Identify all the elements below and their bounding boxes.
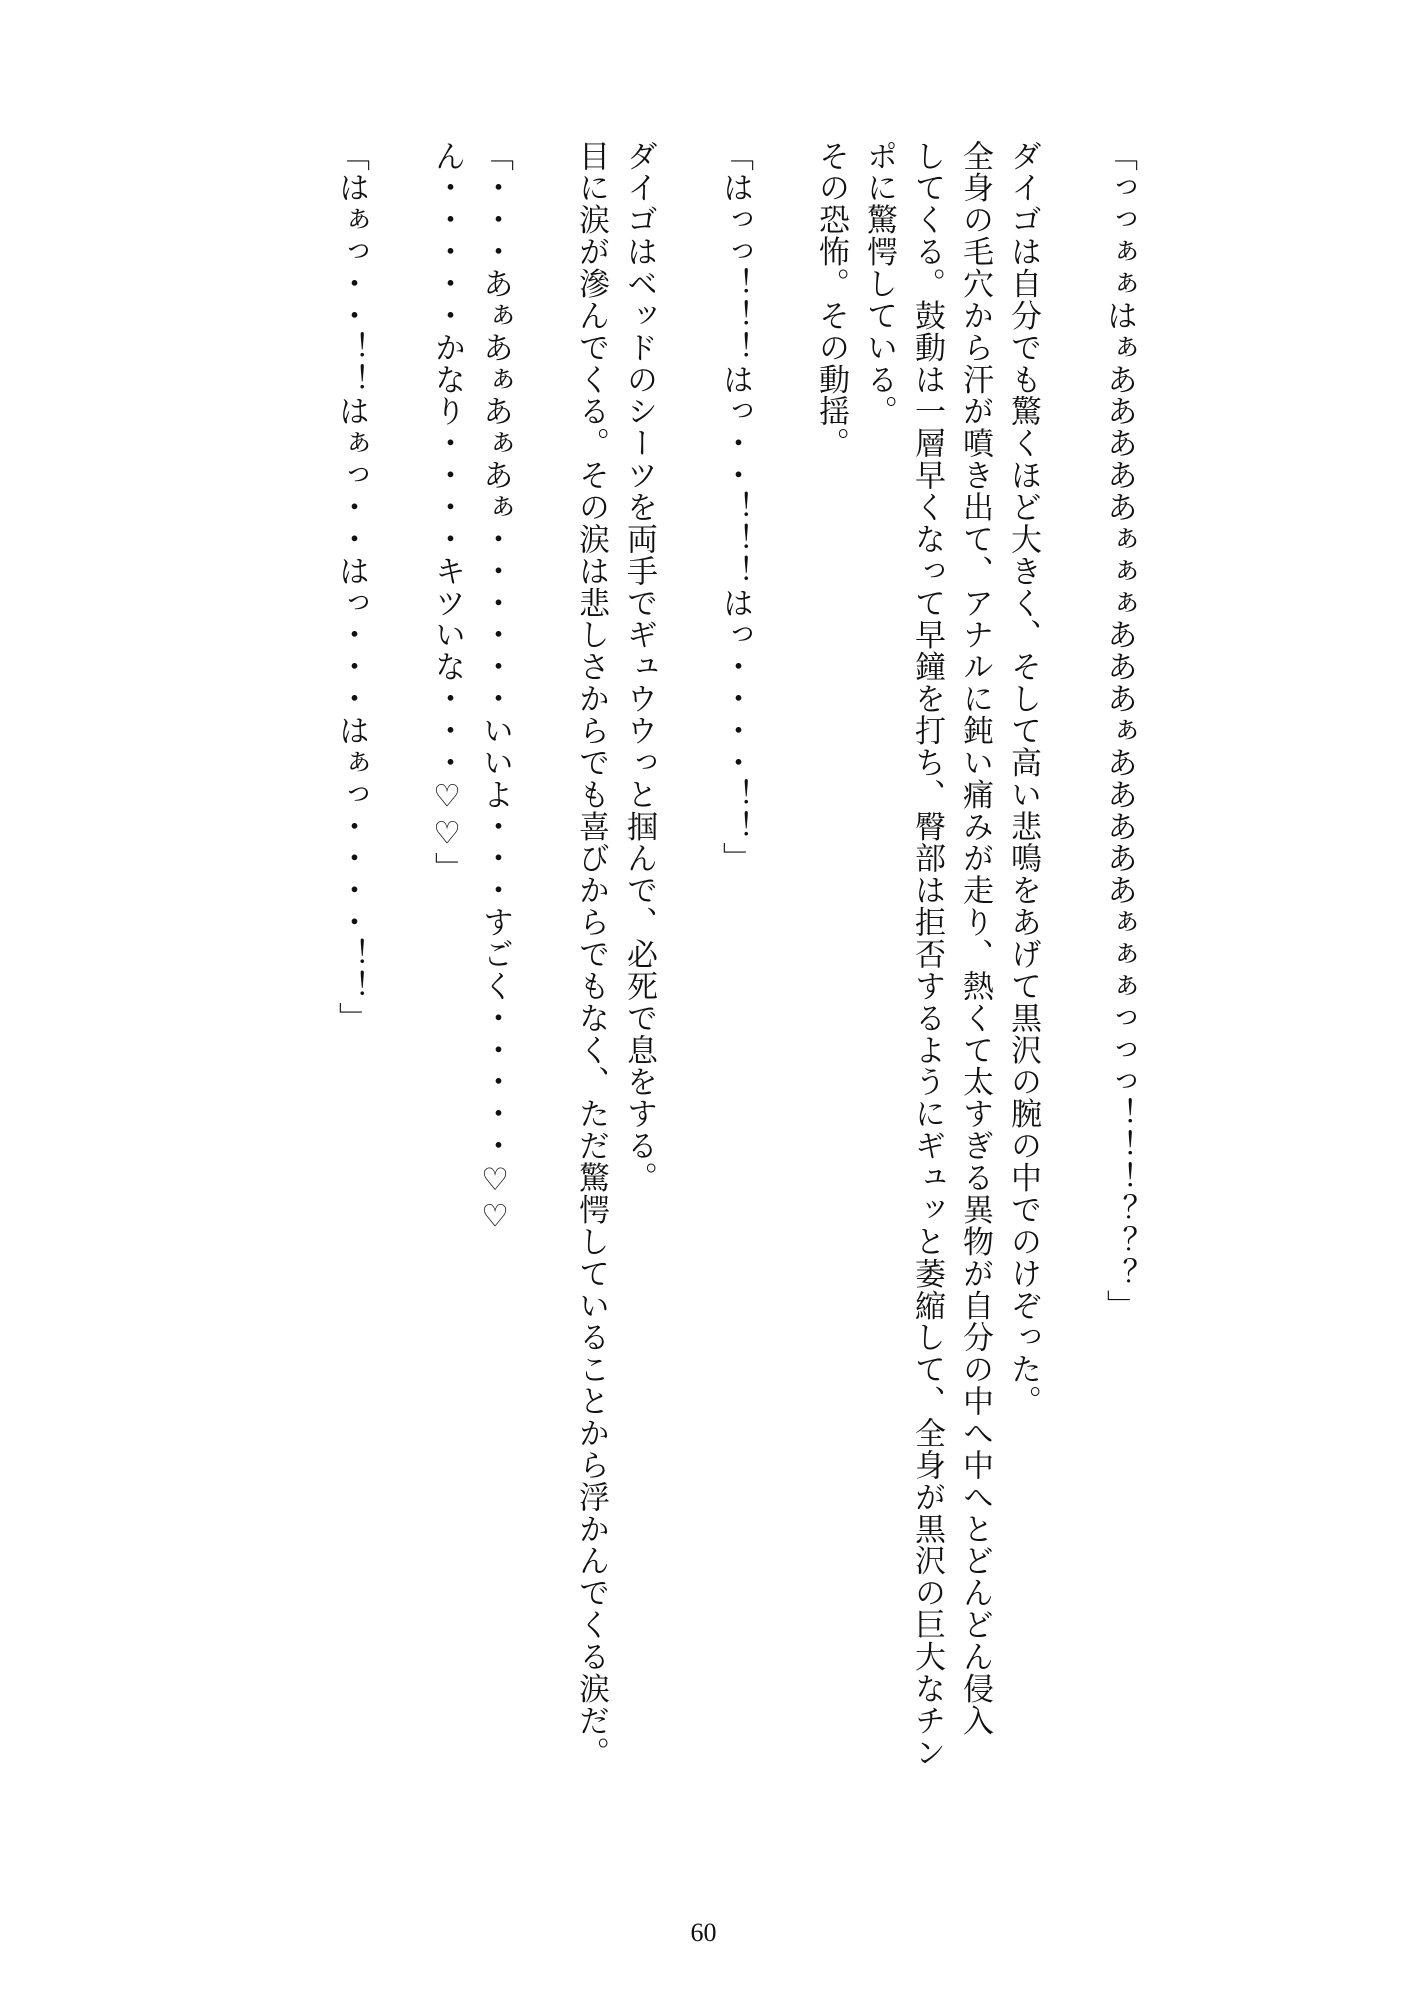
text-column-16	[375, 140, 423, 1780]
text-column-10	[663, 140, 711, 1780]
text-column-8	[759, 140, 807, 1780]
text-column-15: ん・・・・・かなり・・・・キツいな・・・♡♡」	[429, 140, 465, 885]
text-column-11: ダイゴはベッドのシーツを両手でギュウウっと掴んで、必死で息をする。	[621, 140, 657, 1194]
text-column-1: 「っっぁぁはぁあああああぁぁぁあああぁあああああぁぁぁっっっ！！！？？？」	[1101, 140, 1137, 1322]
text-column-17: 「はぁっ・・！！はぁっ・・はっ・・・はぁっ・・・・！！」	[333, 140, 369, 1035]
text-column-5: してくる。鼓動は一層早くなって早鐘を打ち、臀部は拒否するようにギュッと萎縮して、全身が黒沢の巨大なチン	[909, 140, 945, 1769]
text-column-2	[1047, 140, 1095, 1780]
page-number: 60	[690, 1918, 717, 1947]
text-column-7: その恐怖。その動揺。	[813, 140, 849, 460]
text-column-14: 「・・・あぁあぁあぁあぁ・・・・・・いいよ・・・すごく・・・・・♡♡	[477, 140, 513, 1236]
text-column-3: ダイゴは自分でも驚くほど大きく、そして高い悲鳴をあげて黒沢の腕の中でのけぞった。	[1005, 140, 1041, 1418]
text-column-12: 目に涙が滲んでくる。その涙は悲しさからでも喜びからでもなく、ただ驚愕していることから浮かんでくる涙だ。	[573, 140, 609, 1769]
text-column-13	[519, 140, 567, 1780]
text-column-9: 「はっっ！！！はっ・・！！！はっ・・・・！！」	[717, 140, 753, 875]
text-column-6: ポに驚愕している。	[861, 140, 897, 428]
text-column-4: 全身の毛穴から汗が噴き出て、アナルに鈍い痛みが走り、熱くて太すぎる異物が自分の中へ中へとどんどん侵入	[957, 140, 993, 1737]
